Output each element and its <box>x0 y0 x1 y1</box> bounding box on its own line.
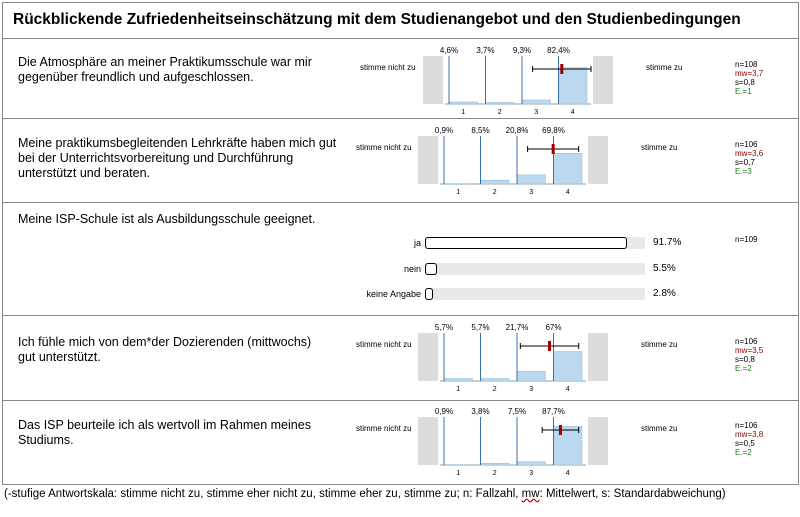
scale-left-label: stimme nicht zu <box>356 340 412 349</box>
bar <box>425 263 437 275</box>
value-label: 87,7% <box>542 407 565 416</box>
footnote-part: (-stufige Antwortskala: stimme nicht zu, stimme eher nicht zu, stimme eher zu, stimme zu; n: Fallzahl, <box>4 488 522 500</box>
divider <box>3 202 798 203</box>
bar <box>425 288 433 300</box>
left-shade <box>423 56 443 104</box>
right-shade <box>593 56 613 104</box>
category-label: ja <box>413 238 421 248</box>
bar <box>486 102 515 104</box>
stat-mean: mw=3,7 <box>735 69 764 78</box>
bar-track <box>425 263 645 275</box>
stat-e: E.=1 <box>735 87 752 96</box>
question-text: Meine ISP-Schule ist als Ausbildungsschule geeignet. <box>18 212 316 226</box>
stats-block <box>735 140 763 176</box>
value-label: 0,9% <box>434 407 454 416</box>
left-shade <box>418 417 438 465</box>
category-label: nein <box>403 264 421 274</box>
category-tick: 4 <box>565 386 570 393</box>
left-shade <box>418 333 438 381</box>
category-tick: 3 <box>529 189 534 196</box>
bar <box>517 175 546 184</box>
likert-chart-5 <box>418 405 608 477</box>
stat-sd: s=0,7 <box>735 158 755 167</box>
question-text: Die Atmosphäre an meiner Praktikumsschule war mir gegenüber freundlich und aufgeschlossen. <box>18 55 312 84</box>
value-label: 5,7% <box>434 323 454 332</box>
mean-marker <box>552 144 555 154</box>
stat-n: n=106 <box>735 337 758 346</box>
mean-marker <box>548 341 551 351</box>
bar <box>517 371 546 381</box>
value-label: 0,9% <box>434 126 454 135</box>
question-text: Meine praktikumsbegleitenden Lehrkräfte haben mich gut bei der Unterrichtsvorbereitung und Durchführung unterstützt und beraten. <box>18 136 337 180</box>
footnote <box>4 488 794 501</box>
scale-right-label: stimme zu <box>646 63 683 72</box>
bar <box>481 463 510 465</box>
stat-n: n=109 <box>735 235 758 244</box>
value-label: 7,5% <box>507 407 527 416</box>
question-text: Ich fühle mich von dem*der Dozierenden (mittwochs) gut unterstützt. <box>18 335 312 364</box>
value-label: 5.5% <box>653 263 676 274</box>
chart-title: Rückblickende Zufriedenheitseinschätzung mit dem Studienangebot und den Studienbedingungen <box>13 11 741 28</box>
stat-sd: s=0,8 <box>735 355 755 364</box>
stat-e: E.=2 <box>735 448 752 457</box>
stat-mean: mw=3,5 <box>735 346 764 355</box>
value-label: 67% <box>545 323 562 332</box>
category-tick: 2 <box>497 109 502 116</box>
stat-n: n=106 <box>735 140 758 149</box>
value-label: 91.7% <box>653 237 682 248</box>
mean-marker <box>560 64 563 74</box>
question-text: Das ISP beurteile ich als wertvoll im Rahmen meines Studiums. <box>18 418 311 447</box>
category-tick: 4 <box>570 109 575 116</box>
bar <box>481 180 510 184</box>
footnote-mw: mw <box>521 488 540 500</box>
stats-block <box>735 60 763 96</box>
bar <box>481 378 510 381</box>
category-tick: 3 <box>529 386 534 393</box>
value-label: 5,7% <box>471 323 490 332</box>
category-tick: 2 <box>492 470 497 477</box>
stat-mean: mw=3,6 <box>735 149 764 158</box>
divider <box>3 400 798 401</box>
bar <box>425 237 627 249</box>
scale-left-label: stimme nicht zu <box>356 143 412 152</box>
category-tick: 1 <box>461 109 466 116</box>
stat-e: E.=3 <box>735 167 752 176</box>
stat-sd: s=0,5 <box>735 439 755 448</box>
bar <box>449 102 478 104</box>
bar <box>554 352 583 381</box>
divider <box>3 118 798 119</box>
scale-right-label: stimme zu <box>641 143 678 152</box>
category-tick: 1 <box>456 470 461 477</box>
stat-n: n=108 <box>735 60 758 69</box>
value-label: 82,4% <box>547 46 570 55</box>
likert-chart-4 <box>418 321 608 393</box>
footnote-part: : Mittelwert, s: Standardabweichung) <box>539 488 726 500</box>
category-tick: 1 <box>456 189 461 196</box>
category-tick: 2 <box>492 189 497 196</box>
category-tick: 2 <box>492 386 497 393</box>
right-shade <box>588 417 608 465</box>
category-tick: 4 <box>565 189 570 196</box>
value-label: 8,5% <box>471 126 490 135</box>
right-shade <box>588 333 608 381</box>
stats-block <box>735 337 763 373</box>
stat-n: n=106 <box>735 421 758 430</box>
bar <box>444 378 473 381</box>
value-label: 9,3% <box>512 46 532 55</box>
category-tick: 4 <box>565 470 570 477</box>
bar <box>554 426 583 465</box>
bar <box>554 153 583 184</box>
scale-right-label: stimme zu <box>641 340 678 349</box>
likert-chart-1 <box>423 44 613 116</box>
value-label: 2.8% <box>653 288 676 299</box>
scale-left-label: stimme nicht zu <box>356 424 412 433</box>
bar-track <box>425 288 645 300</box>
left-shade <box>418 136 438 184</box>
likert-chart-2 <box>418 124 608 196</box>
category-tick: 1 <box>456 386 461 393</box>
value-label: 21,7% <box>505 323 529 332</box>
mean-marker <box>559 425 562 435</box>
right-shade <box>588 136 608 184</box>
stat-mean: mw=3,8 <box>735 430 764 439</box>
value-label: 20,8% <box>505 126 529 135</box>
stat-e: E.=2 <box>735 364 752 373</box>
value-label: 3,7% <box>476 46 495 55</box>
category-label: keine Angabe <box>366 289 421 299</box>
value-label: 4,6% <box>439 46 459 55</box>
stats-block <box>735 421 763 457</box>
bar <box>522 100 551 104</box>
value-label: 3,8% <box>471 407 490 416</box>
value-label: 69,8% <box>542 126 565 135</box>
divider <box>3 38 798 39</box>
scale-left-label: stimme nicht zu <box>360 63 416 72</box>
bar <box>444 465 473 466</box>
stat-sd: s=0,8 <box>735 78 755 87</box>
category-tick: 3 <box>534 109 539 116</box>
divider <box>3 315 798 316</box>
bar <box>517 462 546 465</box>
bar <box>444 184 473 185</box>
scale-right-label: stimme zu <box>641 424 678 433</box>
stats-block <box>735 235 757 244</box>
category-tick: 3 <box>529 470 534 477</box>
